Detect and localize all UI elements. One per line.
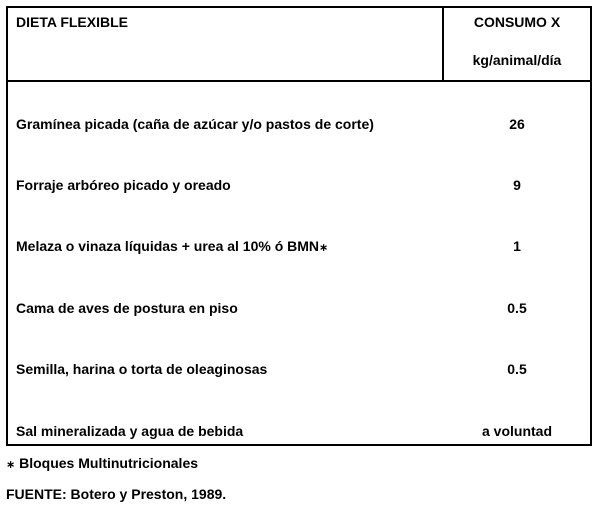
row-item-3-text: Melaza o vinaza líquidas + urea al 10% ó BMN (16, 238, 320, 254)
source-citation: FUENTE: Botero y Preston, 1989. (6, 486, 227, 502)
row-value-2: 9 (513, 177, 521, 193)
row-item-3 (16, 238, 328, 254)
row-item-6: Sal mineralizada y agua de bebida (16, 423, 244, 439)
footnote-asterisk: ∗ (6, 459, 16, 471)
asterisk-marker: ∗ (319, 242, 329, 254)
row-value-1: 26 (509, 116, 525, 132)
row-value-5: 0.5 (507, 361, 527, 377)
row-value-3: 1 (513, 238, 521, 254)
row-item-5: Semilla, harina o torta de oleaginosas (16, 361, 268, 377)
table-header (8, 8, 590, 82)
row-item-2: Forraje arbóreo picado y oreado (16, 177, 231, 193)
row-item-4: Cama de aves de postura en piso (16, 300, 238, 316)
row-value-6: a voluntad (481, 423, 552, 439)
unit-column-header: kg/animal/día (472, 52, 562, 68)
diet-table (6, 6, 592, 446)
footnote (6, 455, 198, 471)
footnote-text: Bloques Multinutricionales (19, 455, 199, 471)
consumption-column-header: CONSUMO X (473, 14, 561, 30)
diet-column-header: DIETA FLEXIBLE (16, 14, 128, 30)
row-item-1: Gramínea picada (caña de azúcar y/o pastos de corte) (16, 116, 374, 132)
row-value-4: 0.5 (507, 300, 527, 316)
